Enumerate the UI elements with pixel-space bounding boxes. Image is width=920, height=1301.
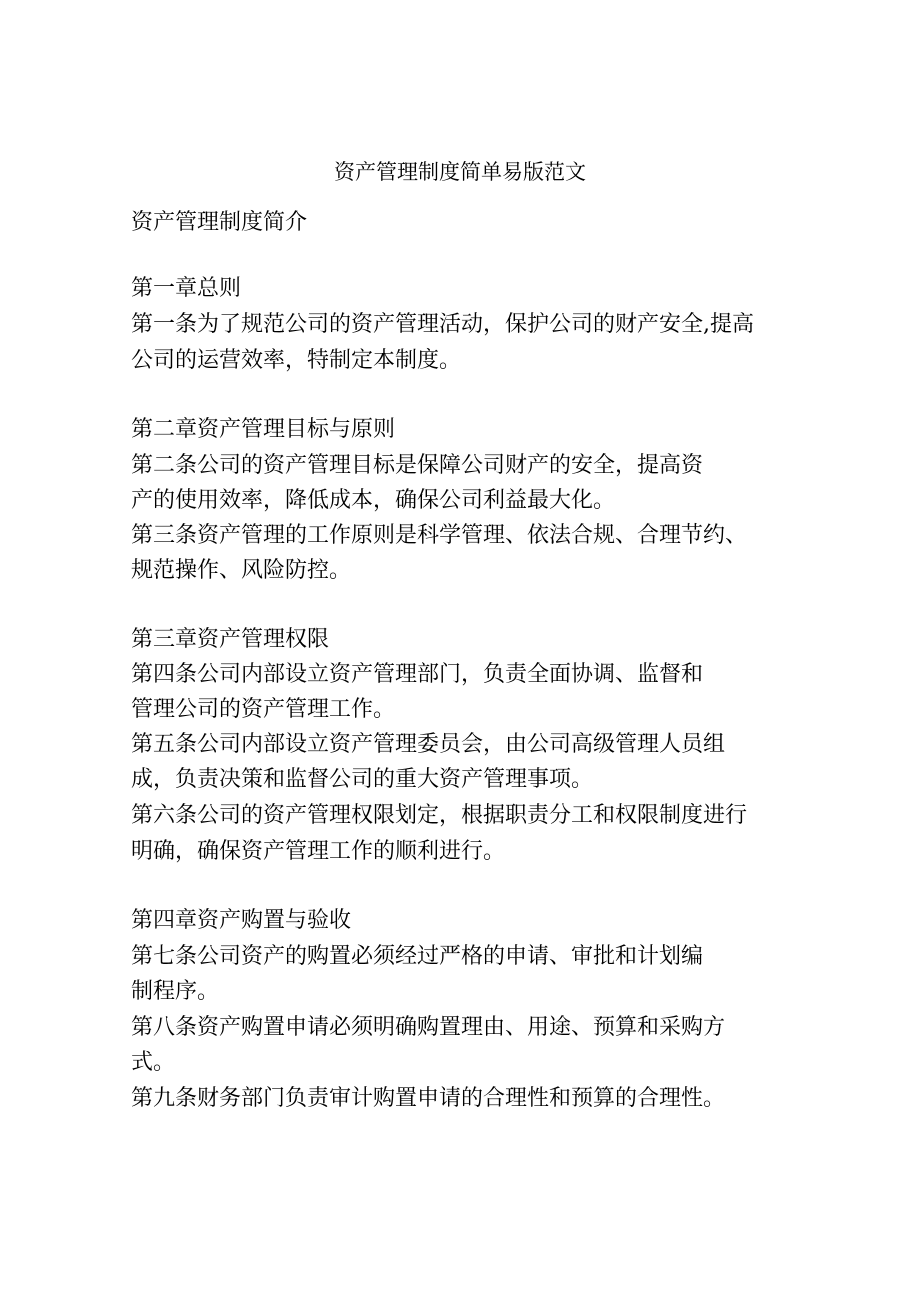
- article-1-line-1: 第一条为了规范公司的资产管理活动，保护公司的财产安全,提高: [131, 312, 754, 337]
- chapter-1-heading: 第一章总则: [131, 276, 242, 301]
- article-3-line-2: 规范操作、风险防控。: [131, 558, 352, 583]
- article-3-line-1: 第三条资产管理的工作原则是科学管理、依法合规、合理节约、: [131, 523, 748, 548]
- chapter-3-heading: 第三章资产管理权限: [131, 627, 330, 652]
- article-7-line-2: 制程序。: [131, 979, 220, 1004]
- article-2-line-2: 产的使用效率，降低成本，确保公司利益最大化。: [131, 488, 616, 513]
- document-title: 资产管理制度简单易版范文: [334, 160, 586, 184]
- article-9-line-1: 第九条财务部门负责审计购置申请的合理性和预算的合理性。: [131, 1086, 726, 1111]
- chapter-2-heading: 第二章资产管理目标与原则: [131, 417, 396, 442]
- article-5-line-2: 成，负责决策和监督公司的重大资产管理事项。: [131, 767, 594, 792]
- article-4-line-2: 管理公司的资产管理工作。: [131, 697, 396, 722]
- article-8-line-1: 第八条资产购置申请必须明确购置理由、用途、预算和采购方: [131, 1015, 726, 1040]
- article-6-line-2: 明确，确保资产管理工作的顺利进行。: [131, 839, 506, 864]
- article-4-line-1: 第四条公司内部设立资产管理部门，负责全面协调、监督和: [131, 662, 704, 687]
- article-5-line-1: 第五条公司内部设立资产管理委员会，由公司高级管理人员组: [131, 732, 726, 757]
- chapter-4-heading: 第四章资产购置与验收: [131, 908, 352, 933]
- article-1-line-2: 公司的运营效率，特制定本制度。: [131, 348, 462, 373]
- article-2-line-1: 第二条公司的资产管理目标是保障公司财产的安全，提高资: [131, 453, 704, 478]
- intro-heading: 资产管理制度简介: [131, 210, 308, 235]
- article-6-line-1: 第六条公司的资产管理权限划定，根据职责分工和权限制度进行: [131, 803, 748, 828]
- article-8-line-2: 式。: [131, 1050, 176, 1075]
- article-7-line-1: 第七条公司资产的购置必须经过严格的申请、审批和计划编: [131, 944, 704, 969]
